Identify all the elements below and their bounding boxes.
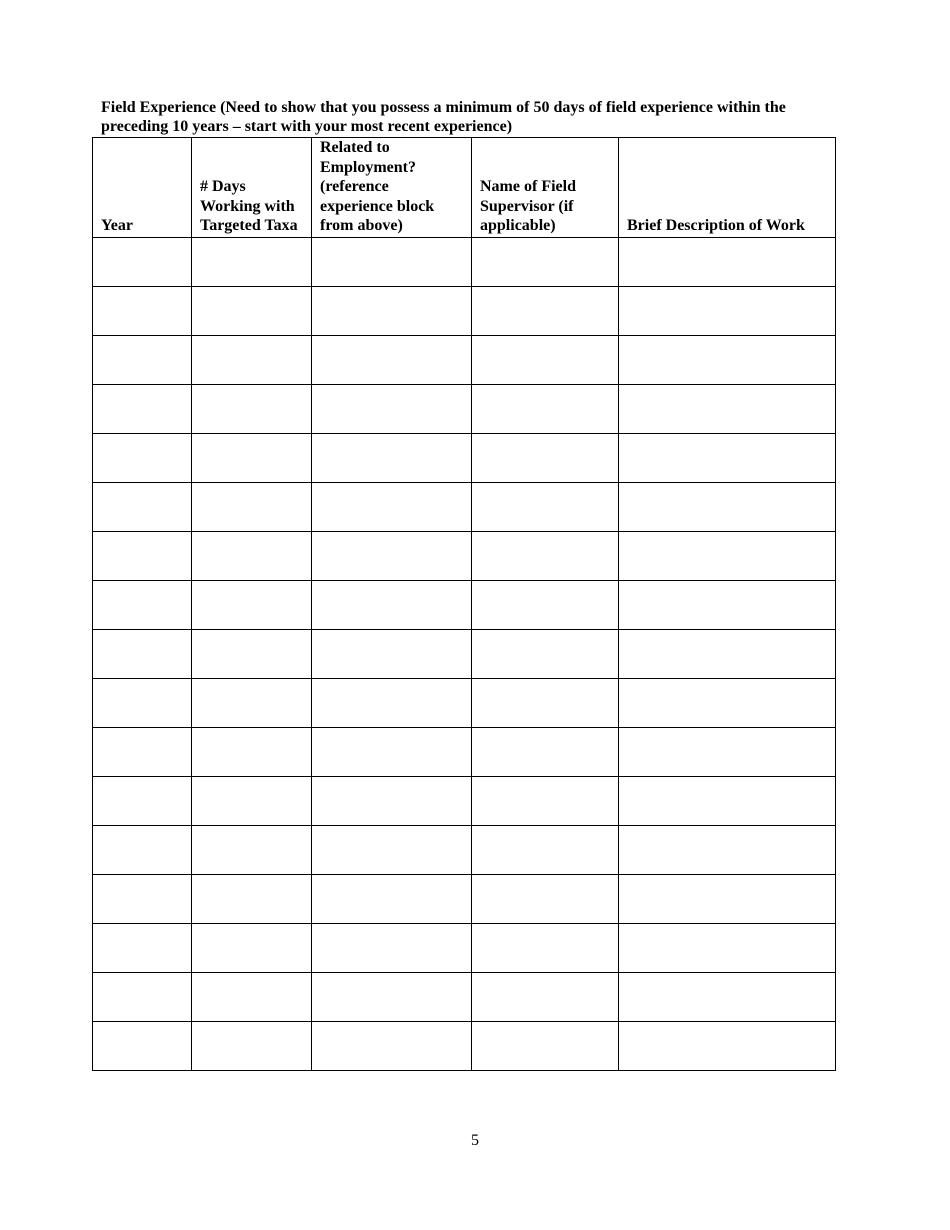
table-row — [93, 531, 836, 580]
field-experience-table — [92, 137, 836, 1071]
cell-supervisor[interactable] — [472, 972, 619, 1021]
table-row — [93, 972, 836, 1021]
cell-related-employment[interactable] — [312, 678, 472, 727]
cell-days[interactable] — [192, 825, 312, 874]
cell-days[interactable] — [192, 874, 312, 923]
section-heading: Field Experience (Need to show that you possess a minimum of 50 days of field experience within the preceding 10 years – start with your most recent experience) — [101, 99, 786, 135]
table-row — [93, 678, 836, 727]
table-row — [93, 1021, 836, 1070]
cell-days[interactable] — [192, 433, 312, 482]
cell-year[interactable] — [93, 923, 192, 972]
table-row — [93, 237, 836, 286]
cell-supervisor[interactable] — [472, 335, 619, 384]
table-row — [93, 825, 836, 874]
cell-related-employment[interactable] — [312, 776, 472, 825]
cell-description[interactable] — [619, 384, 836, 433]
cell-year[interactable] — [93, 678, 192, 727]
cell-year[interactable] — [93, 629, 192, 678]
cell-description[interactable] — [619, 531, 836, 580]
cell-supervisor[interactable] — [472, 727, 619, 776]
cell-year[interactable] — [93, 531, 192, 580]
cell-description[interactable] — [619, 727, 836, 776]
cell-supervisor[interactable] — [472, 384, 619, 433]
cell-supervisor[interactable] — [472, 874, 619, 923]
table-row — [93, 629, 836, 678]
cell-related-employment[interactable] — [312, 874, 472, 923]
cell-related-employment[interactable] — [312, 531, 472, 580]
table-row — [93, 433, 836, 482]
cell-year[interactable] — [93, 482, 192, 531]
page-number: 5 — [471, 1132, 479, 1149]
cell-supervisor[interactable] — [472, 1021, 619, 1070]
cell-supervisor[interactable] — [472, 580, 619, 629]
table-header-row — [93, 138, 836, 238]
cell-days[interactable] — [192, 237, 312, 286]
table-row — [93, 482, 836, 531]
cell-days[interactable] — [192, 923, 312, 972]
cell-description[interactable] — [619, 580, 836, 629]
cell-year[interactable] — [93, 825, 192, 874]
table-row — [93, 776, 836, 825]
cell-days[interactable] — [192, 678, 312, 727]
cell-days[interactable] — [192, 531, 312, 580]
column-header-year: Year — [93, 138, 192, 238]
cell-description[interactable] — [619, 482, 836, 531]
cell-year[interactable] — [93, 286, 192, 335]
cell-description[interactable] — [619, 1021, 836, 1070]
cell-year[interactable] — [93, 335, 192, 384]
cell-related-employment[interactable] — [312, 580, 472, 629]
table-row — [93, 874, 836, 923]
cell-year[interactable] — [93, 433, 192, 482]
cell-description[interactable] — [619, 972, 836, 1021]
cell-related-employment[interactable] — [312, 727, 472, 776]
cell-year[interactable] — [93, 972, 192, 1021]
cell-year[interactable] — [93, 1021, 192, 1070]
cell-supervisor[interactable] — [472, 678, 619, 727]
table-row — [93, 580, 836, 629]
cell-days[interactable] — [192, 629, 312, 678]
cell-days[interactable] — [192, 727, 312, 776]
cell-description[interactable] — [619, 874, 836, 923]
cell-related-employment[interactable] — [312, 433, 472, 482]
cell-year[interactable] — [93, 384, 192, 433]
cell-days[interactable] — [192, 972, 312, 1021]
cell-description[interactable] — [619, 923, 836, 972]
cell-supervisor[interactable] — [472, 825, 619, 874]
cell-description[interactable] — [619, 286, 836, 335]
column-header-supervisor: Name of Field Supervisor (if applicable) — [472, 138, 619, 238]
cell-days[interactable] — [192, 482, 312, 531]
cell-supervisor[interactable] — [472, 923, 619, 972]
table-row — [93, 335, 836, 384]
cell-description[interactable] — [619, 629, 836, 678]
cell-supervisor[interactable] — [472, 776, 619, 825]
cell-related-employment[interactable] — [312, 286, 472, 335]
cell-description[interactable] — [619, 237, 836, 286]
cell-description[interactable] — [619, 678, 836, 727]
cell-description[interactable] — [619, 776, 836, 825]
cell-related-employment[interactable] — [312, 629, 472, 678]
cell-supervisor[interactable] — [472, 286, 619, 335]
cell-year[interactable] — [93, 727, 192, 776]
cell-supervisor[interactable] — [472, 237, 619, 286]
cell-description[interactable] — [619, 335, 836, 384]
cell-days[interactable] — [192, 580, 312, 629]
cell-related-employment[interactable] — [312, 1021, 472, 1070]
table-row — [93, 727, 836, 776]
cell-description[interactable] — [619, 433, 836, 482]
cell-supervisor[interactable] — [472, 482, 619, 531]
cell-supervisor[interactable] — [472, 629, 619, 678]
cell-related-employment[interactable] — [312, 384, 472, 433]
cell-description[interactable] — [619, 825, 836, 874]
cell-related-employment[interactable] — [312, 825, 472, 874]
cell-supervisor[interactable] — [472, 531, 619, 580]
table-row — [93, 286, 836, 335]
cell-days[interactable] — [192, 776, 312, 825]
cell-days[interactable] — [192, 335, 312, 384]
column-header-days: # Days Working with Targeted Taxa — [192, 138, 312, 238]
cell-year[interactable] — [93, 874, 192, 923]
cell-year[interactable] — [93, 776, 192, 825]
cell-days[interactable] — [192, 384, 312, 433]
cell-supervisor[interactable] — [472, 433, 619, 482]
cell-related-employment[interactable] — [312, 335, 472, 384]
table-row — [93, 384, 836, 433]
cell-days[interactable] — [192, 286, 312, 335]
table-row — [93, 923, 836, 972]
column-header-related-employment: Related to Employment? (reference experience block from above) — [312, 138, 472, 238]
cell-days[interactable] — [192, 1021, 312, 1070]
cell-year[interactable] — [93, 580, 192, 629]
table-body — [93, 237, 836, 1070]
cell-related-employment[interactable] — [312, 237, 472, 286]
cell-year[interactable] — [93, 237, 192, 286]
cell-related-employment[interactable] — [312, 923, 472, 972]
column-header-description: Brief Description of Work — [619, 138, 836, 238]
cell-related-employment[interactable] — [312, 972, 472, 1021]
cell-related-employment[interactable] — [312, 482, 472, 531]
